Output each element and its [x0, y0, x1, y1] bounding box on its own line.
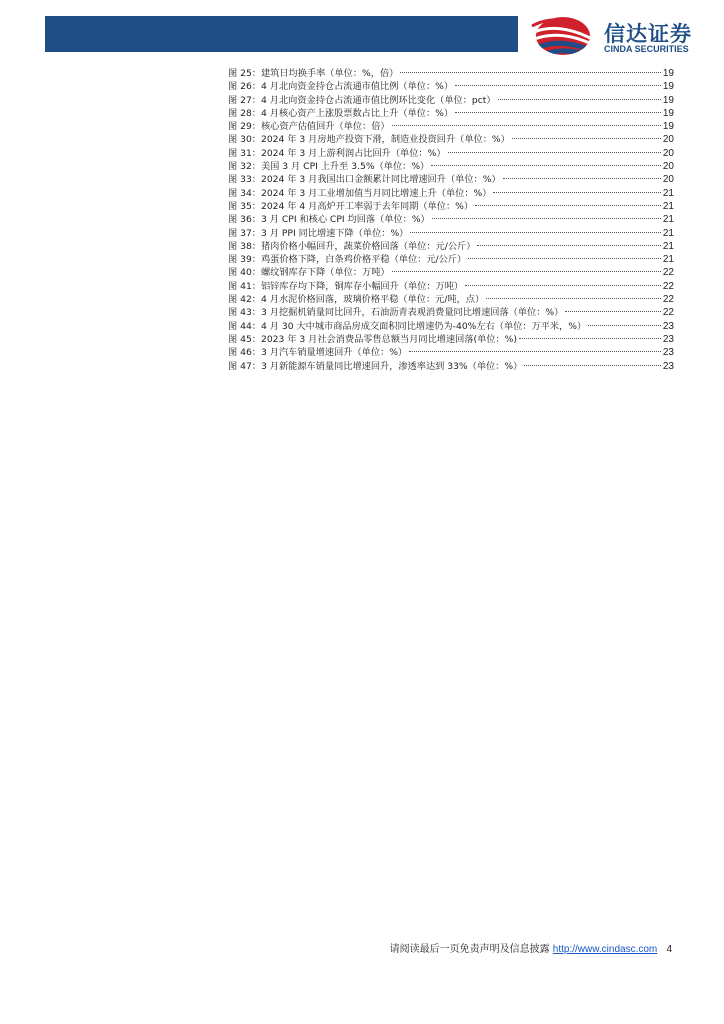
toc-entry-label: 图 30：2024 年 3 月房地产投资下滑，制造业投资回升（单位：%） [228, 134, 510, 146]
toc-leader-dots [432, 217, 661, 219]
toc-entry-label: 图 44：4 月 30 大中城市商品房成交面积同比增速仍为-40%左右（单位：万平米，%） [228, 320, 587, 332]
toc-entry-page: 21 [662, 214, 674, 226]
toc-entry-label: 图 35：2024 年 4 月高炉开工率弱于去年同期（单位：%） [228, 200, 474, 212]
brand-name-en: CINDA SECURITIES [604, 44, 689, 54]
toc-entry[interactable] [228, 147, 674, 160]
toc-leader-dots [588, 324, 661, 326]
toc-entry[interactable] [228, 67, 674, 80]
toc-entry-page: 21 [662, 187, 674, 199]
toc-entry-label: 图 26：4 月北向资金持仓占流通市值比例（单位：%） [228, 81, 454, 93]
toc-entry-label: 图 43：3 月挖掘机销量同比回升，石油沥青表观消费量同比增速回落（单位：%） [228, 307, 564, 319]
toc-leader-dots [512, 137, 661, 139]
toc-entry[interactable] [228, 346, 674, 359]
toc-leader-dots [519, 337, 661, 339]
toc-leader-dots [455, 84, 661, 86]
toc-entry-page: 19 [662, 94, 674, 106]
toc-leader-dots [400, 71, 661, 73]
toc-entry[interactable] [228, 253, 674, 266]
toc-entry[interactable] [228, 280, 674, 293]
toc-entry-page: 19 [662, 121, 674, 133]
toc-entry-page: 20 [662, 161, 674, 173]
toc-entry[interactable] [228, 187, 674, 200]
toc-leader-dots [409, 350, 661, 352]
toc-leader-dots [486, 297, 661, 299]
toc-entry[interactable] [228, 94, 674, 107]
toc-entry-page: 19 [662, 107, 674, 119]
cinda-globe-icon [530, 14, 600, 58]
toc-entry-label: 图 29：核心资产估值回升（单位：倍） [228, 121, 390, 133]
toc-entry[interactable] [228, 293, 674, 306]
toc-entry[interactable] [228, 120, 674, 133]
toc-entry-label: 图 41：铝锌库存均下降，铜库存小幅回升（单位：万吨） [228, 280, 464, 292]
toc-entry-label: 图 40：螺纹钢库存下降（单位：万吨） [228, 267, 390, 279]
toc-leader-dots [455, 111, 661, 113]
toc-entry[interactable] [228, 333, 674, 346]
toc-entry-page: 20 [662, 134, 674, 146]
toc-entry-page: 22 [662, 294, 674, 306]
toc-entry-label: 图 47：3 月新能源车销量同比增速回升，渗透率达到 33%（单位：%） [228, 360, 523, 372]
header-bar [45, 16, 518, 52]
toc-entry-label: 图 37：3 月 PPI 同比增速下降（单位：%） [228, 227, 409, 239]
toc-leader-dots [410, 231, 661, 233]
toc-entry-page: 22 [662, 307, 674, 319]
page-number: 4 [666, 944, 672, 955]
toc-entry-page: 19 [662, 81, 674, 93]
toc-entry[interactable] [228, 200, 674, 213]
brand-name-cn: 信达证券 [604, 22, 692, 46]
toc-entry[interactable] [228, 133, 674, 146]
toc-leader-dots [448, 151, 661, 153]
toc-entry-label: 图 32：美国 3 月 CPI 上升至 3.5%（单位：%） [228, 161, 430, 173]
toc-leader-dots [477, 244, 660, 246]
toc-entry-label: 图 45：2023 年 3 月社会消费品零售总额当月同比增速回落(单位：%) [228, 333, 517, 345]
toc-entry-label: 图 25：建筑日均换手率（单位：%，倍） [228, 68, 399, 79]
toc-entry-page: 23 [662, 320, 674, 332]
toc-leader-dots [392, 270, 661, 272]
toc-entry-page: 20 [662, 147, 674, 159]
toc-entry[interactable] [228, 80, 674, 93]
toc-entry-label: 图 34：2024 年 3 月工业增加值当月同比增速上升（单位：%） [228, 187, 492, 199]
toc-entry-page: 23 [662, 333, 674, 345]
toc-entry[interactable] [228, 173, 674, 186]
toc-entry-page: 23 [662, 347, 674, 359]
toc-entry-page: 23 [662, 360, 674, 372]
toc-entry-page: 21 [662, 200, 674, 212]
toc-leader-dots [493, 191, 660, 193]
toc-entry-page: 19 [662, 68, 674, 79]
toc-entry-label: 图 42：4 月水泥价格回落，玻璃价格平稳（单位：元/吨，点） [228, 294, 485, 306]
toc-leader-dots [503, 177, 661, 179]
toc-leader-dots [565, 310, 661, 312]
toc-entry-page: 22 [662, 267, 674, 279]
toc-entry-label: 图 31：2024 年 3 月上游利润占比回升（单位：%） [228, 147, 446, 159]
toc-entry-label: 图 38：猪肉价格小幅回升，蔬菜价格回落（单位：元/公斤） [228, 240, 476, 252]
toc-leader-dots [431, 164, 661, 166]
toc-entry[interactable] [228, 227, 674, 240]
toc-entry[interactable] [228, 240, 674, 253]
toc-entry[interactable] [228, 306, 674, 319]
toc-leader-dots [498, 98, 661, 100]
disclaimer-notice: 请阅读最后一页免责声明及信息披露 [389, 944, 550, 955]
toc-entry-page: 21 [662, 227, 674, 239]
toc-entry-label: 图 27：4 月北向资金持仓占流通市值比例环比变化（单位：pct） [228, 94, 496, 106]
website-link[interactable]: http://www.cindasc.com [552, 944, 658, 955]
toc-leader-dots [465, 284, 661, 286]
toc-entry-page: 21 [662, 240, 674, 252]
toc-entry[interactable] [228, 213, 674, 226]
toc-entry-label: 图 39：鸡蛋价格下降，白条鸡价格平稳（单位：元/公斤） [228, 254, 467, 266]
toc-entry-label: 图 46：3 月汽车销量增速回升（单位：%） [228, 347, 408, 359]
toc-entry-page: 21 [662, 254, 674, 266]
toc-entry-page: 22 [662, 280, 674, 292]
figure-list [228, 67, 674, 373]
toc-leader-dots [392, 124, 661, 126]
toc-entry[interactable] [228, 320, 674, 333]
toc-entry[interactable] [228, 107, 674, 120]
toc-leader-dots [475, 204, 661, 206]
toc-entry[interactable] [228, 360, 674, 373]
toc-entry[interactable] [228, 266, 674, 279]
cinda-logo [530, 14, 710, 58]
toc-leader-dots [468, 257, 661, 259]
toc-entry-label: 图 28：4 月核心资产上涨股票数占比上升（单位：%） [228, 107, 454, 119]
page-footer [390, 940, 672, 955]
toc-entry[interactable] [228, 160, 674, 173]
toc-leader-dots [524, 364, 661, 366]
toc-entry-label: 图 36：3 月 CPI 和核心 CPI 均回落（单位：%） [228, 214, 430, 226]
toc-entry-page: 20 [662, 174, 674, 186]
toc-entry-label: 图 33：2024 年 3 月我国出口金额累计同比增速回升（单位：%） [228, 174, 501, 186]
